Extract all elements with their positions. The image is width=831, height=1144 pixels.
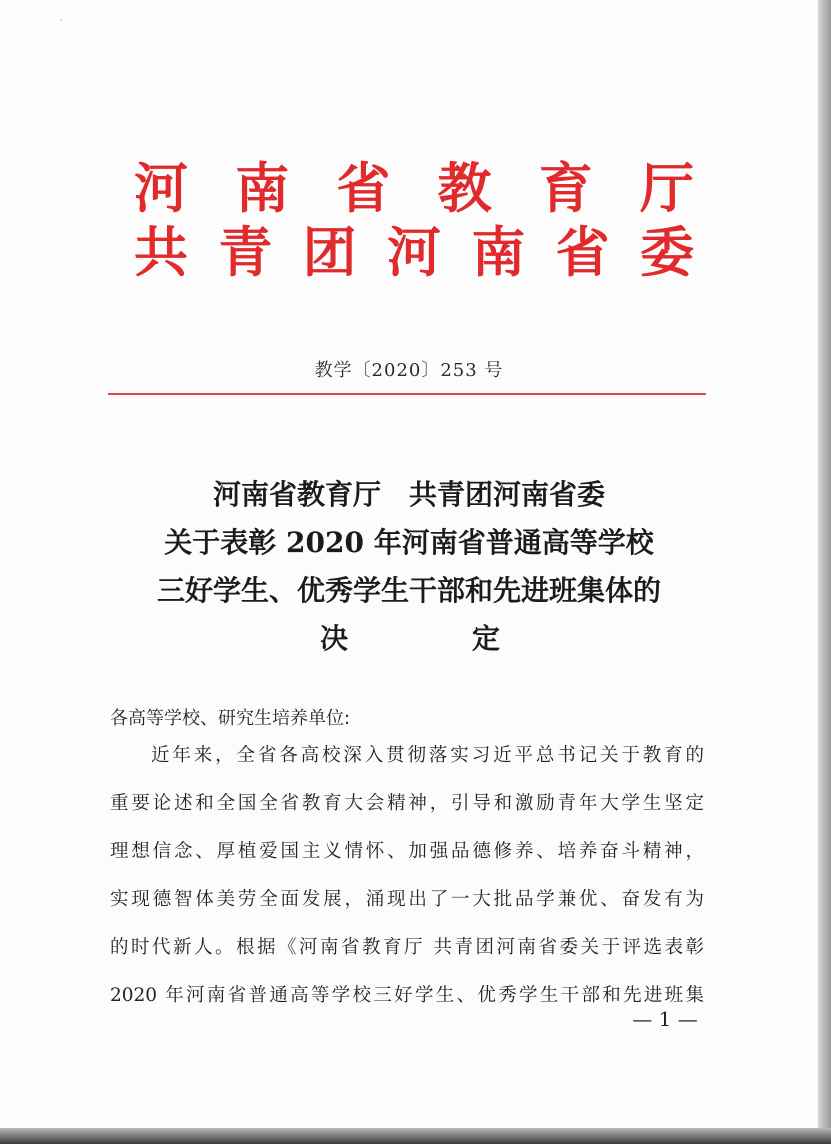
body-line: 的时代新人。根据《河南省教育厅 共青团河南省委关于评选表彰 (110, 937, 704, 958)
body-line: 2020 年河南省普通高等学校三好学生、优秀学生干部和先进班集 (110, 985, 704, 1006)
issuer-char: 厅 (639, 156, 694, 220)
issuer-char: 青 (218, 220, 273, 284)
salutation: 各高等学校、研究生培养单位: (110, 708, 351, 729)
issuer-char: 河 (134, 156, 188, 220)
issuer-char: 南 (471, 220, 526, 284)
scan-edge-right (818, 0, 831, 1128)
title-line-2: 关于表彰 2020 年河南省普通高等学校 (164, 526, 654, 559)
issuer-char: 省 (336, 156, 391, 220)
body-line: 近年来，全省各高校深入贯彻落实习近平总书记关于教育的 (151, 745, 704, 766)
body-line: 理想信念、厚植爱国主义情怀、加强品德修养、培养奋斗精神， (110, 841, 704, 862)
scan-edge-bottom (0, 1128, 831, 1144)
body-line: 实现德智体美劳全面发展，涌现出了一大批品学兼优、奋发有为 (110, 889, 704, 910)
issuer-char: 共 (134, 220, 188, 284)
issuer-education-department (134, 158, 694, 218)
issuer-char: 南 (235, 156, 290, 220)
title-char-jue: 决 (320, 622, 349, 655)
red-separator-line (108, 393, 706, 395)
issuer-char: 省 (555, 220, 610, 284)
issuer-youth-league-committee (134, 222, 694, 282)
title-line-3: 三好学生、优秀学生干部和先进班集体的 (156, 574, 661, 607)
title-line-1: 河南省教育厅 共青团河南省委 (212, 478, 605, 511)
issuer-char: 育 (538, 156, 593, 220)
body-line: 重要论述和全国全省教育大会精神，引导和激励青年大学生坚定 (110, 793, 704, 814)
issuer-char: 团 (302, 220, 357, 284)
page-number: — 1 — (632, 1007, 698, 1031)
issuer-char: 委 (639, 220, 694, 284)
scan-mark: ˙ (58, 18, 64, 32)
document-number: 教学〔2020〕253 号 (314, 360, 504, 381)
issuer-char: 教 (437, 156, 492, 220)
issuer-char: 河 (386, 220, 441, 284)
title-line-4 (320, 617, 500, 657)
title-char-ding: 定 (471, 622, 500, 655)
